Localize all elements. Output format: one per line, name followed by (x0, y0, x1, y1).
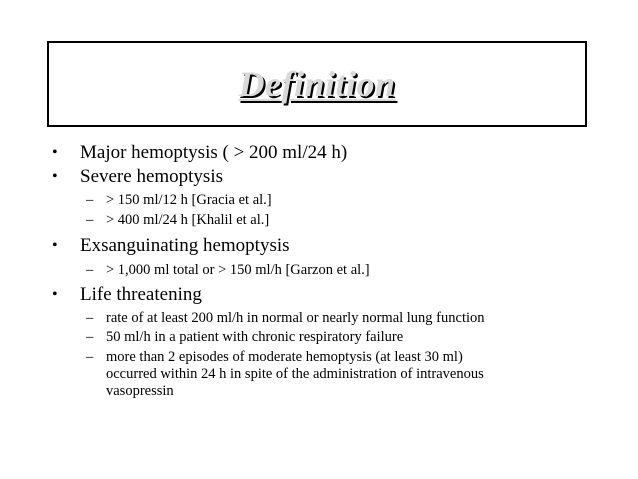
dash-glyph: – (86, 262, 94, 278)
bullet-glyph: • (52, 237, 58, 254)
sub-bullet-text: > 1,000 ml total or > 150 ml/h [Garzon et al.] (106, 262, 370, 278)
sub-bullet-text: more than 2 episodes of moderate hemoptysis (at least 30 ml) (106, 349, 463, 365)
sub-bullet-text: vasopressin (106, 383, 174, 399)
sub-bullet-text: rate of at least 200 ml/h in normal or nearly normal lung function (106, 310, 485, 326)
bullet-text: Major hemoptysis ( > 200 ml/24 h) (80, 142, 348, 163)
dash-glyph: – (86, 310, 94, 326)
dash-glyph: – (86, 329, 94, 345)
dash-glyph: – (86, 212, 94, 228)
slide-title: Definition (238, 64, 396, 104)
bullet-glyph: • (52, 168, 58, 185)
sub-bullet-text: 50 ml/h in a patient with chronic respiratory failure (106, 329, 404, 345)
bullet-text: Severe hemoptysis (80, 166, 224, 187)
dash-glyph: – (86, 192, 94, 208)
sub-bullet-text: > 150 ml/12 h [Gracia et al.] (106, 192, 272, 208)
bullet-text: Life threatening (80, 284, 202, 305)
dash-glyph: – (86, 349, 94, 365)
bullet-glyph: • (52, 144, 58, 161)
sub-bullet-text: occurred within 24 h in spite of the administration of intravenous (106, 366, 484, 382)
bullet-text: Exsanguinating hemoptysis (80, 235, 290, 256)
bullet-glyph: • (52, 286, 58, 303)
sub-bullet-text: > 400 ml/24 h [Khalil et al.] (106, 212, 270, 228)
